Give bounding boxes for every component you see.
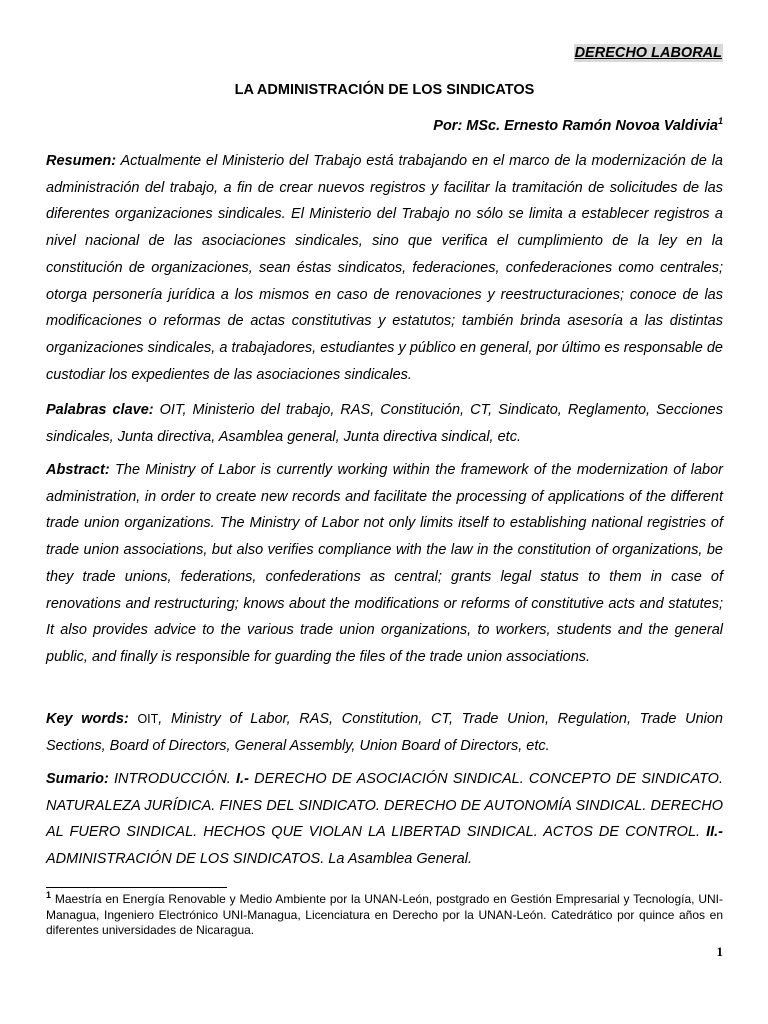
document-title: LA ADMINISTRACIÓN DE LOS SINDICATOS	[234, 82, 535, 98]
abstract-paragraph	[46, 457, 723, 671]
key-words-label: Key words:	[46, 711, 129, 727]
section-tag: DERECHO LABORAL	[574, 45, 722, 61]
palabras-clave-label: Palabras clave:	[46, 402, 154, 418]
sumario-paragraph	[46, 766, 723, 873]
sumario-label: Sumario:	[46, 771, 109, 787]
author-name: Por: MSc. Ernesto Ramón Novoa Valdivia	[433, 118, 718, 134]
sumario-part1: INTRODUCCIÓN.	[114, 771, 231, 787]
page-number: 1	[716, 944, 723, 959]
palabras-clave-paragraph	[46, 397, 723, 450]
footnote-text: Maestría en Energía Renovable y Medio Ambiente por la UNAN-León, postgrado en Gestión Empresarial y Tecnología, UNI-Managua, Ingeniero Electrónico UNI-Managua, Licenciatura en Derecho por la UNAN-León. Catedrático por quince años en diferentes universidades de Nicaragua.	[46, 892, 723, 937]
key-words-paragraph	[46, 706, 723, 759]
abstract-text: The Ministry of Labor is currently working within the framework of the modernization of labor administration, in order to create new records and facilitate the processing of applications of the different trade union organizations. The Ministry of Labor not only limits itself to establishing national registries of trade union associations, but also verifies compliance with the law in the constitution of organizations, be they trade unions, federations, confederations as central; grants legal status to them in case of renovations and restructuring; knows about the modifications or reforms of constitutive acts and statutes; It also provides advice to the various trade union organizations, to workers, students and the general public, and finally is responsible for guarding the files of the trade union associations.	[46, 462, 723, 665]
resumen-label: Resumen:	[46, 153, 117, 169]
resumen-text: Actualmente el Ministerio del Trabajo está trabajando en el marco de la modernización de la administración del trabajo, a fin de crear nuevos registros y facilitar la tramitación de solicitudes de las diferentes organizaciones sindicales. El Ministerio del Trabajo no sólo se limita a establecer registros a nivel nacional de las asociaciones sindicales, sino que verifica el cumplimiento de la ley en la constitución de organizaciones, sean éstas sindicatos, federaciones, confederaciones como centrales; otorga personería jurídica a los mismos en caso de renovaciones y reestructuraciones; conoce de las modificaciones o reformas de actas constitutivas y estatutos; también brinda asesoría a las distintas organizaciones sindicales, a trabajadores, estudiantes y público en general, por último es responsable de custodiar los expedientes de las asociaciones sindicales.	[46, 153, 723, 383]
sumario-part2: DERECHO DE ASOCIACIÓN SINDICAL. CONCEPTO DE SINDICATO. NATURALEZA JURÍDICA. FINES DEL SINDICATO. DERECHO DE AUTONOMÍA SINDICAL. DERECHO AL FUERO SINDICAL. HECHOS QUE VIOLAN LA LIBERTAD SINDICAL. ACTOS DE CONTROL.	[46, 771, 723, 841]
footnote	[46, 892, 723, 939]
key-words-first: OIT	[137, 712, 159, 726]
footnote-divider	[46, 887, 227, 888]
key-words-text: , Ministry of Labor, RAS, Constitution, CT, Trade Union, Regulation, Trade Union Sections, Board of Directors, General Assembly, Union Board of Directors, etc.	[46, 711, 723, 754]
sumario-num1: I.-	[236, 771, 249, 787]
author-footnote-ref[interactable]: 1	[717, 116, 723, 127]
abstract-label: Abstract:	[46, 462, 110, 478]
resumen-paragraph	[46, 148, 723, 388]
author-line	[433, 117, 723, 135]
sumario-num2: II.-	[706, 824, 724, 841]
document-page	[46, 0, 723, 1024]
sumario-part3: ADMINISTRACIÓN DE LOS SINDICATOS. La Asamblea General.	[46, 851, 472, 868]
footnote-number: 1	[46, 890, 52, 900]
palabras-clave-text: OIT, Ministerio del trabajo, RAS, Constitución, CT, Sindicato, Reglamento, Secciones sindicales, Junta directiva, Asamblea general, Junta directiva sindical, etc.	[46, 402, 723, 445]
